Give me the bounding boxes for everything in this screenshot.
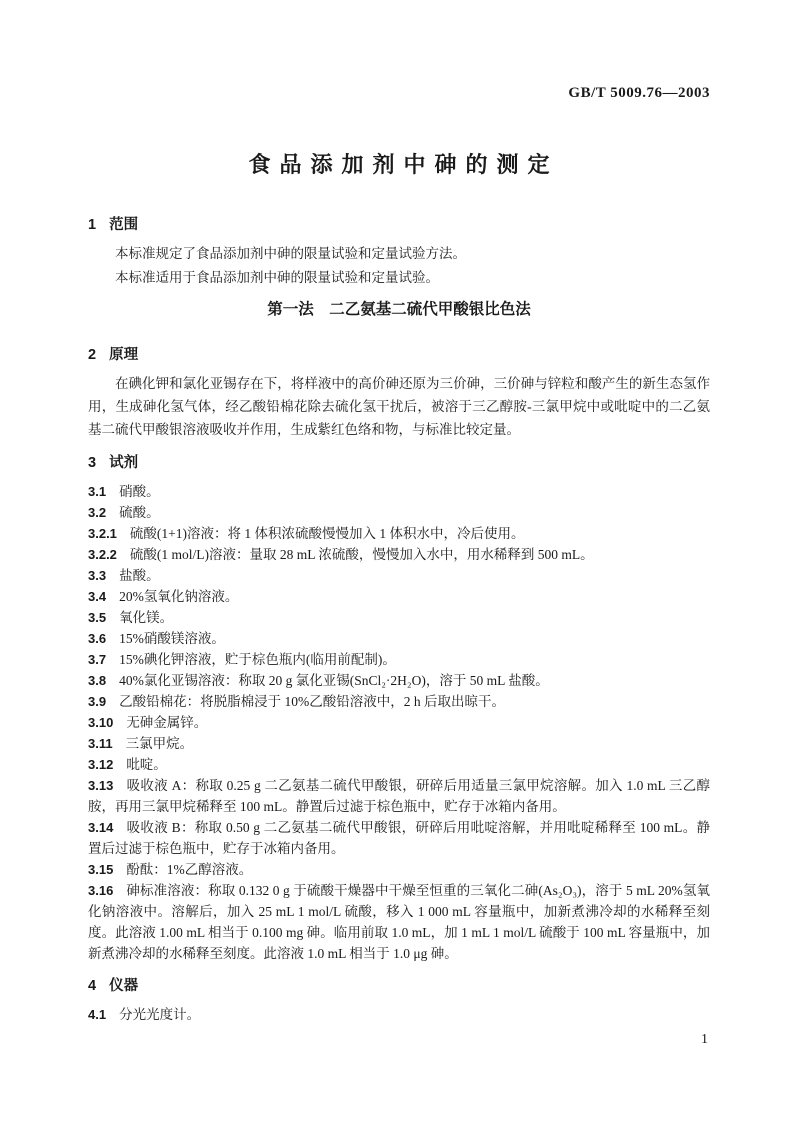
section-1-title: 范围: [109, 217, 139, 233]
clause-text: 硫酸。: [119, 505, 160, 520]
clause-number: 3.10: [88, 715, 114, 730]
reagent-item: [88, 754, 710, 775]
clause-text: 分光光度计。: [119, 1007, 201, 1022]
section-2-heading: [88, 344, 710, 366]
clause-number: 3.4: [88, 589, 107, 604]
document-title: 食品添加剂中砷的测定: [248, 152, 559, 177]
clause-text: 三氯甲烷。: [125, 736, 194, 751]
clause-text: 20%氢氧化钠溶液。: [119, 589, 239, 604]
reagent-item: [88, 565, 710, 586]
apparatus-item: [88, 1004, 710, 1025]
clause-text: 40%氯化亚锡溶液：称取 20 g 氯化亚锡(SnCl₂·2H₂O)，溶于 50 mL 盐酸。: [119, 673, 549, 688]
section-2-number: 2: [88, 347, 97, 363]
reagent-item: [88, 817, 710, 859]
reagent-item: [88, 859, 710, 880]
reagent-item: [88, 523, 710, 544]
clause-number: 3.7: [88, 652, 107, 667]
clause-number: 3.11: [88, 736, 113, 751]
clause-text: 硫酸(1 mol/L)溶液：量取 28 mL 浓硫酸，慢慢加入水中，用水稀释到 500 mL。: [129, 547, 594, 562]
clause-number: 3.14: [88, 820, 114, 835]
principle-paragraph: 在碘化钾和氯化亚锡存在下，将样液中的高价砷还原为三价砷，三价砷与锌粒和酸产生的新生态氢作用，生成砷化氢气体，经乙酸铅棉花除去硫化氢干扰后，被溶于三乙醇胺-三氯甲烷中或吡啶中的二乙氨基二硫代甲酸银溶液吸收并作用，生成紫红色络和物，与标准比较定量。: [88, 376, 710, 437]
reagent-item: [88, 586, 710, 607]
clause-text: 吸收液 B：称取 0.50 g 二乙氨基二硫代甲酸银，研碎后用吡啶溶解，并用吡啶稀释至 100 mL。静置后过滤于棕色瓶中，贮存于冰箱内备用。: [88, 820, 710, 856]
clause-number: 3.2: [88, 505, 107, 520]
clause-text: 盐酸。: [119, 568, 160, 583]
scope-paragraph-2: 本标准适用于食品添加剂中砷的限量试验和定量试验。: [115, 270, 439, 285]
clause-text: 15%硝酸镁溶液。: [119, 631, 225, 646]
reagent-item: [88, 712, 710, 733]
section-3-title: 试剂: [109, 455, 139, 471]
section-3-number: 3: [88, 455, 97, 471]
clause-number: 3.2.1: [88, 526, 117, 541]
reagent-item: [88, 880, 710, 964]
clause-number: 3.6: [88, 631, 107, 646]
clause-number: 3.2.2: [88, 547, 117, 562]
reagent-item: [88, 733, 710, 754]
clause-number: 3.13: [88, 778, 114, 793]
clause-text: 硫酸(1+1)溶液：将 1 体积浓硫酸慢慢加入 1 体积水中，冷后使用。: [129, 526, 525, 541]
reagent-list: [88, 481, 710, 964]
reagent-item: [88, 544, 710, 565]
reagent-item: [88, 775, 710, 817]
reagent-item: [88, 649, 710, 670]
section-1-number: 1: [88, 217, 97, 233]
clause-text: 吡啶。: [126, 757, 167, 772]
clause-number: 3.12: [88, 757, 114, 772]
clause-number: 3.8: [88, 673, 107, 688]
clause-number: 3.1: [88, 484, 107, 499]
section-4-heading: [88, 975, 710, 997]
section-4-number: 4: [88, 978, 97, 994]
scope-paragraph-1: 本标准规定了食品添加剂中砷的限量试验和定量试验方法。: [115, 246, 466, 261]
clause-number: 3.15: [88, 862, 114, 877]
clause-number: 4.1: [88, 1007, 107, 1022]
reagent-item: [88, 502, 710, 523]
method-1-heading: 第一法 二乙氨基二硫代甲酸银比色法: [267, 301, 531, 318]
clause-text: 乙酸铅棉花：将脱脂棉浸于 10%乙酸铅溶液中，2 h 后取出晾干。: [119, 694, 505, 709]
clause-text: 硝酸。: [119, 484, 160, 499]
clause-text: 无砷金属锌。: [126, 715, 208, 730]
reagent-item: [88, 607, 710, 628]
page-number: 1: [701, 1032, 708, 1047]
clause-number: 3.16: [88, 883, 114, 898]
section-3-heading: [88, 452, 710, 474]
clause-text: 酚酞：1%乙醇溶液。: [126, 862, 253, 877]
apparatus-list: [88, 1004, 710, 1025]
clause-number: 3.5: [88, 610, 107, 625]
section-1-heading: [88, 214, 710, 236]
reagent-item: [88, 628, 710, 649]
reagent-item: [88, 691, 710, 712]
standard-code: GB/T 5009.76—2003: [568, 85, 710, 101]
clause-number: 3.3: [88, 568, 107, 583]
clause-text: 吸收液 A：称取 0.25 g 二乙氨基二硫代甲酸银，研碎后用适量三氯甲烷溶解。加入 1.0 mL 三乙醇胺，再用三氯甲烷稀释至 100 mL。静置后过滤于棕色瓶中，贮存于冰箱内备用。: [88, 778, 710, 814]
section-2-title: 原理: [109, 347, 139, 363]
clause-text: 砷标准溶液：称取 0.132 0 g 于硫酸干燥器中干燥至恒重的三氧化二砷(As₂O₃)，溶于 5 mL 20%氢氧化钠溶液中。溶解后，加入 25 mL 1 mol/L 硫酸，移入 1 000 mL 容量瓶中，加新煮沸冷却的水稀释至刻度。此溶液 1.00 mL 相当于 0.100 mg 砷。临用前取 1.0 mL，加 1 mL 1 mol/L 硫酸于 100 mL 容量瓶中，加新煮沸冷却的水稀释至刻度。此溶液 1.0 mL 相当于 1.0 μg 砷。: [88, 883, 710, 961]
clause-text: 15%碘化钾溶液，贮于棕色瓶内(临用前配制)。: [119, 652, 396, 667]
clause-text: 氧化镁。: [119, 610, 174, 625]
reagent-item: [88, 481, 710, 502]
reagent-item: [88, 670, 710, 691]
section-4-title: 仪器: [109, 978, 139, 994]
clause-number: 3.9: [88, 694, 107, 709]
